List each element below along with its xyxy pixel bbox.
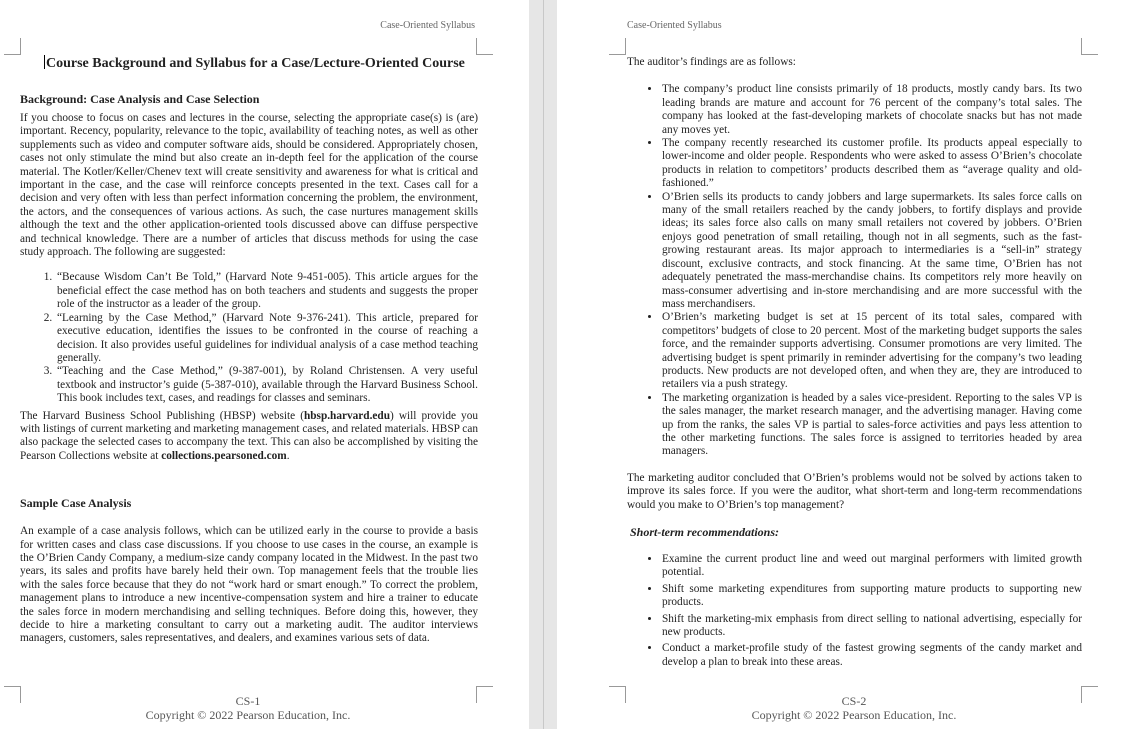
running-header: Case-Oriented Syllabus bbox=[627, 20, 722, 31]
pearson-collections-link[interactable]: collections.pearsoned.com bbox=[161, 449, 287, 462]
document-page-1 bbox=[0, 0, 529, 729]
list-item: • O’Brien’s marketing budget is set at 15 percent of its total sales, compared with competitors’ budgets of close to 20 percent. Most of the marketing budget supports the sales force, and the remainder supports advertising. Consumer promotions are very limited. The advertising budget is spent primarily in reminder advertising for the company’s two leading products. New products are not developed often, and when they are, they are introduced to retailers via a push strategy. bbox=[661, 311, 1082, 391]
list-item: • The marketing organization is headed by a sales vice-president. Reporting to the sales VP is the sales manager, the market research manager, and the advertising manager. Having come up from the ranks, the sales VP is partial to sales-force activities and pays less attention to the other marketing functions. The sales force is assigned to territories headed by area managers. bbox=[661, 392, 1082, 459]
list-item: • The company’s product line consists primarily of 18 products, mostly candy bars. Its two leading brands are mature and account for 76 percent of the company’s total sales. The company has looked at the fast-developing markets of chocolate snacks but has not made any moves yet. bbox=[661, 83, 1082, 137]
list-item: • O’Brien sells its products to candy jobbers and large supermarkets. Its sales force calls on many of the small retailers reached by the candy jobbers, to fortify displays and provide ideas; its sales force also calls on many small retailers not covered by jobbers. O’Brien enjoys good penetration of small retailing, though not in all segments, such as the fast-growing restaurant areas. Its major approach to intermediaries is a “sell-in” strategy discount, exclusive contracts, and stock financing. At the same time, O’Brien has not adequately penetrated the mass-merchandise chains. Its competitors rely more heavily on mass-consumer advertising and in-store merchandising and are more successful with the mass merchandisers. bbox=[661, 191, 1082, 312]
background-heading: Background: Case Analysis and Case Selection bbox=[20, 92, 260, 106]
document-title: Course Background and Syllabus for a Case/Lecture-Oriented Course bbox=[46, 56, 465, 71]
list-item: • Conduct a market-profile study of the fastest growing segments of the candy market and develop a plan to break into these areas. bbox=[661, 642, 1082, 669]
list-item: • Shift the marketing-mix emphasis from direct selling to national advertising, especially for new products. bbox=[661, 613, 1082, 640]
sample-case-paragraph: An example of a case analysis follows, which can be utilized early in the course to provide a basis for written cases and class case discussions. If you choose to use cases in the course, an example is the O’Brien Candy Company, a medium-size candy company located in the Midwest. In the past two years, its sales and profits have barely held their own. Top management feels that the trouble lies with the sales force because that they do not “work hard or smart enough.” To correct the problem, management plans to introduce a new incentive-compensation system and hire a trainer to educate the sales force in modern merchandising and selling techniques. Before doing this, however, they decide to hire a marketing consultant to carry out a marketing audit. The auditor interviews managers, customers, sales representatives, and dealers, and examines various sets of data. bbox=[20, 525, 478, 645]
sample-case-heading: Sample Case Analysis bbox=[20, 496, 132, 511]
list-item: 3. “Teaching and the Case Method,” (9-387-001), by Roland Christensen. A very useful textbook and instructor’s guide (5-387-010), available through the Harvard Business School. This book includes text, cases, and readings for classes and seminars. bbox=[55, 365, 478, 405]
findings-list bbox=[627, 83, 1082, 458]
background-paragraph: If you choose to focus on cases and lectures in the course, selecting the appropriate case(s) is (are) important. Recency, popularity, relevance to the topic, availability of teaching notes, as well as other supplements such as video and computer software aids, should be considered. Appropriately chosen, cases not only stimulate the mind but also create an in-depth feel for the application of the course material. The Kotler/Keller/Chenev text will create sensitivity and awareness for what is critical and important in the case, and the case will reinforce concepts presented in the text. Cases call for a decision and very often with less than perfect information concerning the problem, the environment, the actors, and the consequences of various actions. As such, the case nurtures management skills although the text and the other application-oriented tools discussed above can diffuse perspective and technical knowledge. There are a number of articles that discuss methods for using the case study approach. The following are suggested: bbox=[20, 112, 478, 259]
running-header: Case-Oriented Syllabus bbox=[380, 20, 475, 31]
page-2-body bbox=[627, 56, 1082, 669]
page-number: CS-1 bbox=[235, 694, 261, 708]
document-page-2 bbox=[557, 0, 1137, 729]
list-item: • The company recently researched its customer profile. Its products appeal especially to lower-income and older people. Respondents who were asked to assess O’Brien’s chocolate products in relation to competitors’ products described them as “average quality and old-fashioned.” bbox=[661, 137, 1082, 191]
crop-mark bbox=[609, 38, 626, 55]
list-item: • Shift some marketing expenditures from supporting mature products to supporting new products. bbox=[661, 583, 1082, 610]
list-item: • Examine the current product line and weed out marginal performers with limited growth potential. bbox=[661, 553, 1082, 580]
findings-intro: The auditor’s findings are as follows: bbox=[627, 56, 796, 68]
crop-mark bbox=[1081, 38, 1098, 55]
page-number: CS-2 bbox=[841, 694, 867, 708]
page-footer bbox=[0, 694, 496, 722]
text-cursor bbox=[44, 55, 45, 69]
list-item: 2. “Learning by the Case Method,” (Harvard Note 9-376-241). This article, prepared for executive education, identifies the issues to be confronted in the course of reaching a decision. It also provides useful guidelines for individual analysis of a case method teaching generally. bbox=[55, 312, 478, 366]
crop-mark bbox=[4, 38, 21, 55]
list-item: 1. “Because Wisdom Can’t Be Told,” (Harvard Note 9-451-005). This article argues for the beneficial effect the case method has on both teachers and students and suggests the proper role of the instructor as a leader of the group. bbox=[55, 271, 478, 311]
page-footer bbox=[609, 694, 1099, 722]
page-1-body bbox=[20, 55, 478, 646]
crop-mark bbox=[476, 38, 493, 55]
recommendations-list bbox=[627, 553, 1082, 669]
copyright: Copyright © 2022 Pearson Education, Inc. bbox=[751, 708, 957, 722]
copyright: Copyright © 2022 Pearson Education, Inc. bbox=[145, 708, 351, 722]
hbsp-paragraph: The Harvard Business School Publishing (HBSP) website (hbsp.harvard.edu) will provide you with listings of current marketing and marketing management cases, and related materials. HBSP can also package the selected cases to accompany the text. This can also be accomplished by visiting the Pearson Collections website at collections.pearsoned.com. bbox=[20, 409, 478, 462]
page-gutter bbox=[529, 0, 557, 729]
auditor-conclusion: The marketing auditor concluded that O’Brien’s problems would not be solved by actions taken to improve its sales force. If you were the auditor, what short-term and long-term recommendations would you make to O’Brien’s top management? bbox=[627, 471, 1082, 511]
short-term-heading: Short-term recommendations: bbox=[630, 525, 780, 539]
suggested-articles-list bbox=[20, 271, 478, 405]
hbsp-link[interactable]: hbsp.harvard.edu bbox=[303, 409, 390, 422]
